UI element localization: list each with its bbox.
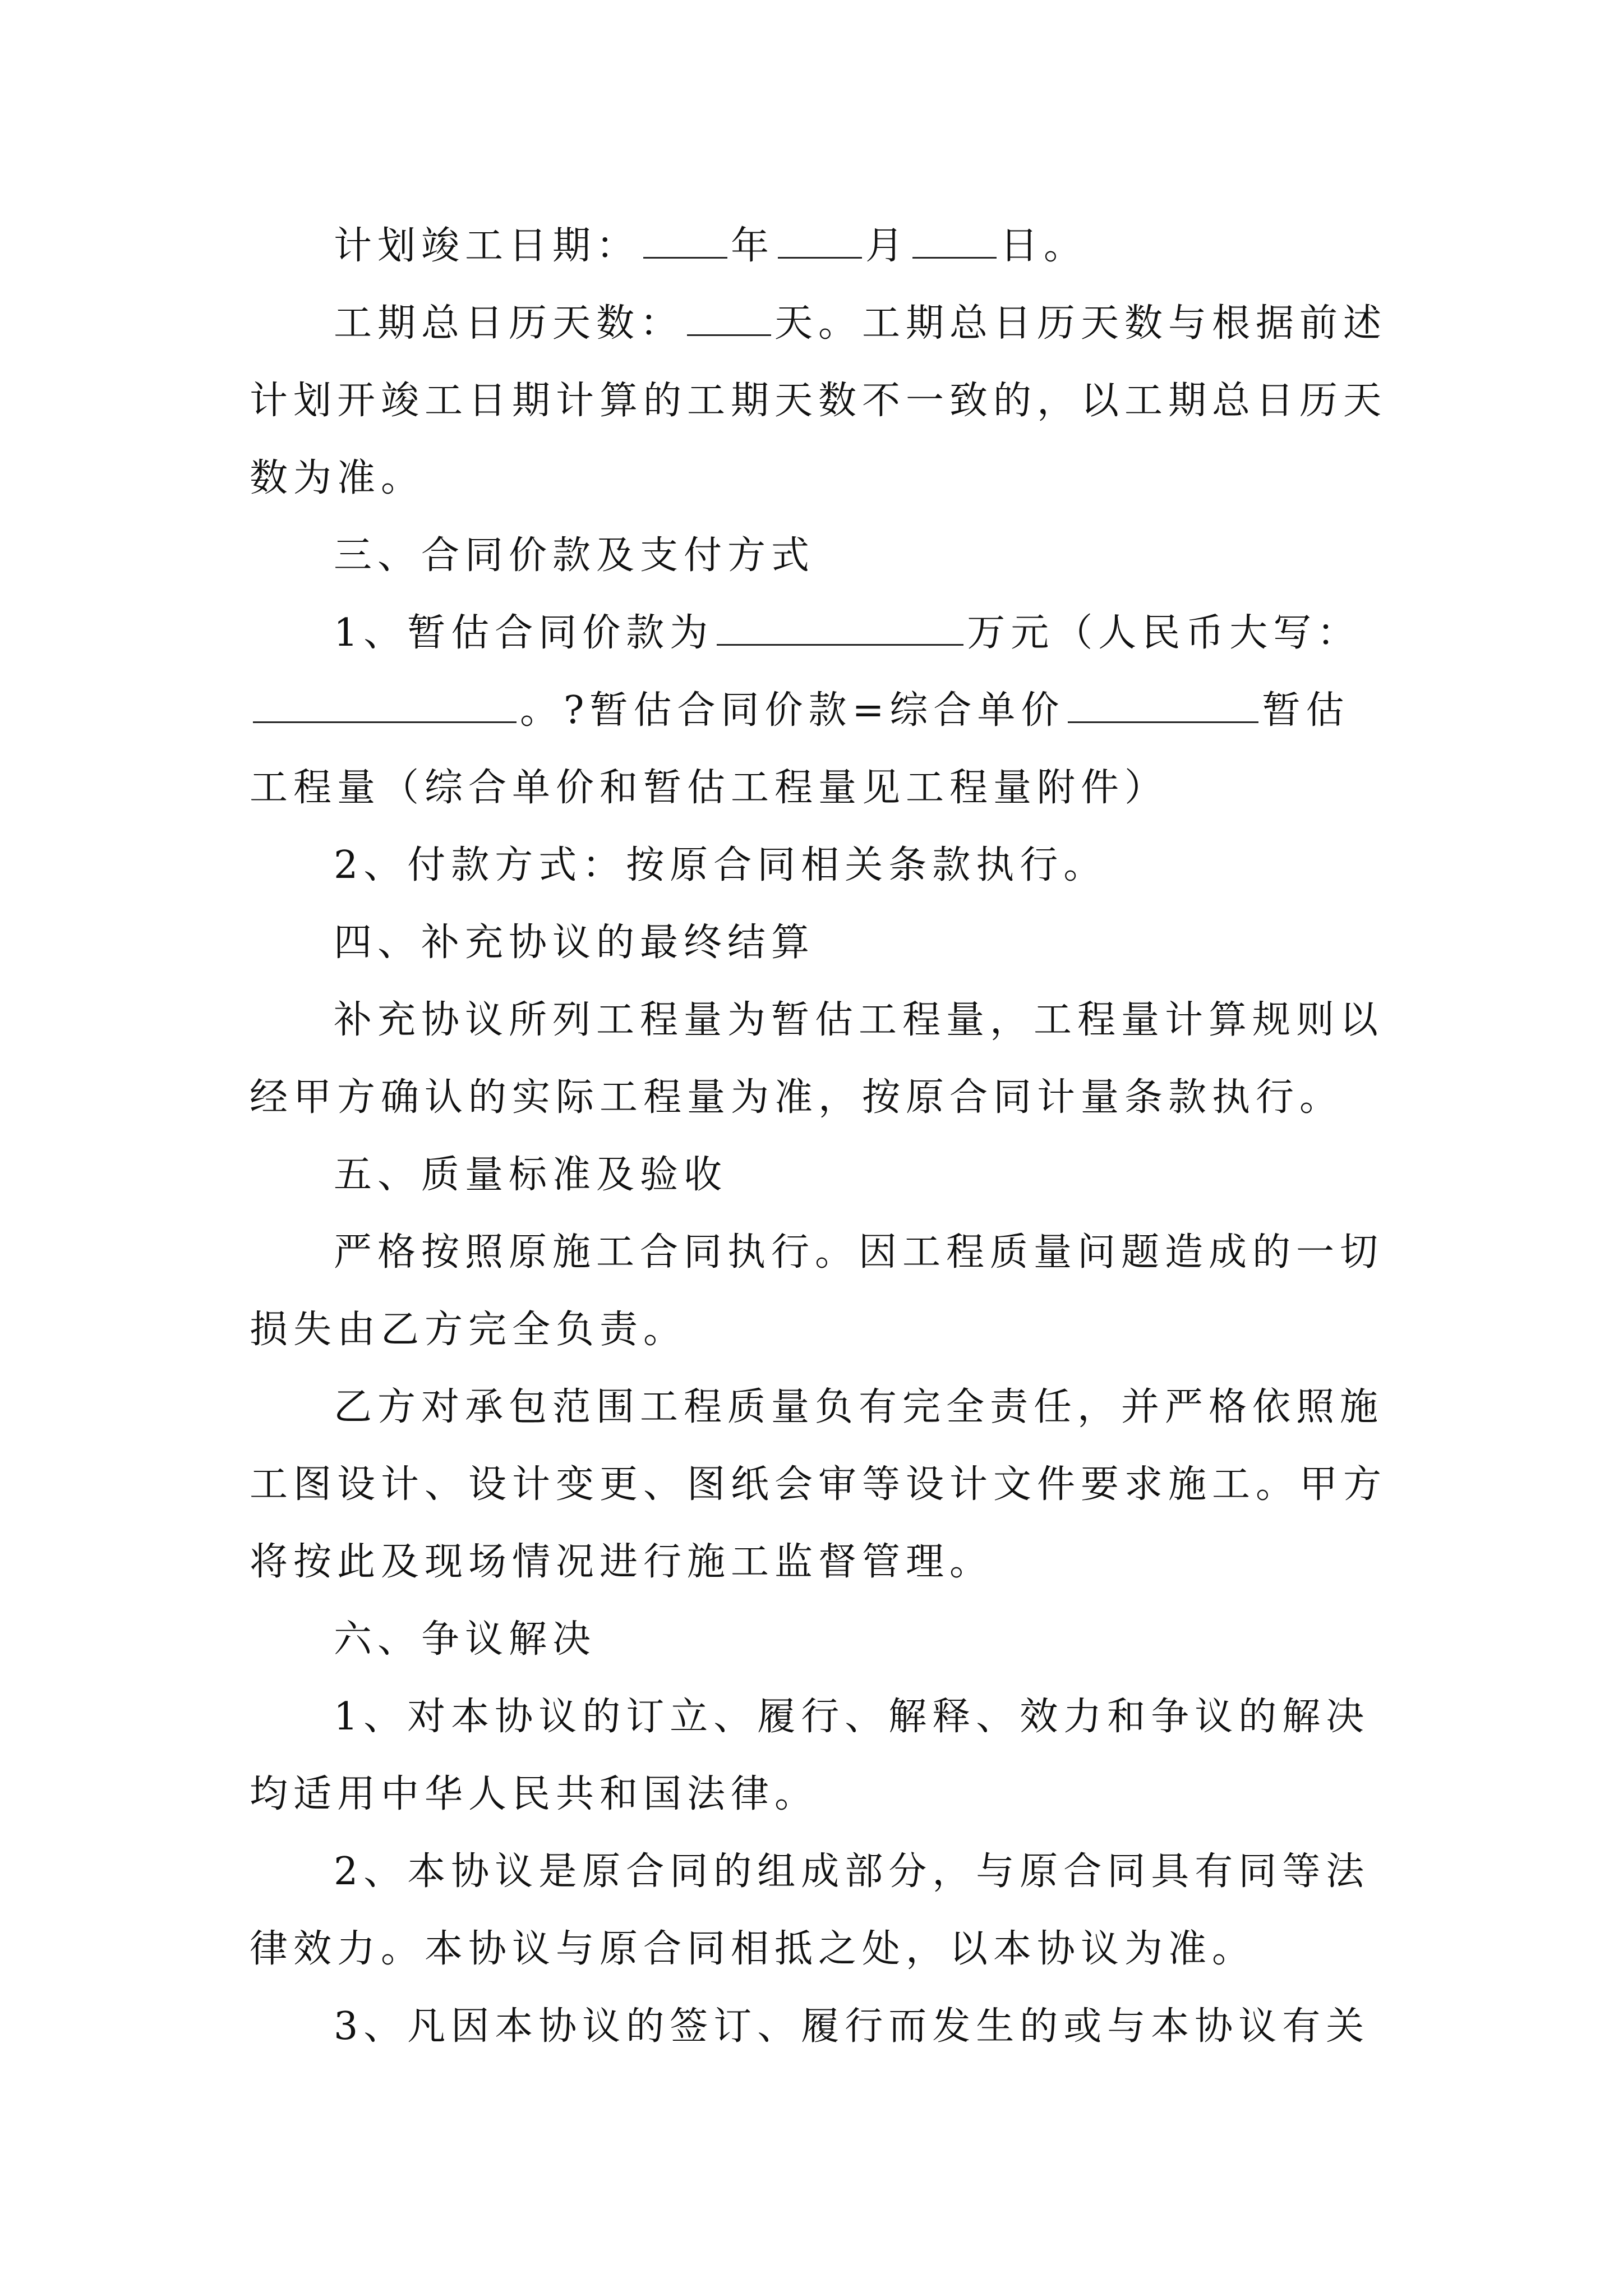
total-calendar-days: [250, 285, 1391, 517]
price-formula-tail: 暂估工程量（综合单价和暂估工程量见工程量附件）: [250, 688, 1350, 810]
total-days-text: 天。工期总日历天数与根据前述计划开竣工日期计算的工期天数不一致的，以工期总日历天数为准。: [250, 301, 1387, 500]
month-label: 月: [865, 224, 910, 268]
price-blank: [717, 609, 963, 646]
total-days-label: 工期总日历天数：: [334, 301, 684, 346]
day-blank: [912, 222, 997, 259]
planned-completion-date: [250, 208, 1391, 285]
section-heading-4: 四、补充协议的最终结算: [334, 921, 815, 965]
dispute-clause-2: 2、本协议是原合同的组成部分，与原合同具有同等法律效力。本协议与原合同相抵之处，以本协议为准。: [250, 1849, 1370, 1971]
dispute-clause-1: 1、对本协议的订立、履行、解释、效力和争议的解决均适用中华人民共和国法律。: [250, 1695, 1370, 1816]
section-heading-3: 三、合同价款及支付方式: [334, 533, 815, 578]
year-label: 年: [731, 224, 775, 268]
section-heading-5: 五、质量标准及验收: [334, 1153, 728, 1197]
price-formula-text: 。?暂估合同价款=综合单价: [520, 688, 1065, 733]
year-blank: [643, 222, 727, 259]
quality-clause-1: 严格按照原施工合同执行。因工程质量问题造成的一切损失由乙方完全负责。: [250, 1230, 1384, 1352]
price-unit-text: 万元（人民币大写：: [967, 611, 1361, 655]
dispute-clause-3: 3、凡因本协议的签订、履行而发生的或与本协议有关: [334, 2004, 1370, 2049]
quality-clause-2: 乙方对承包范围工程质量负有完全责任，并严格依照施工图设计、设计变更、图纸会审等设计文件要求施工。甲方将按此及现场情况进行施工监督管理。: [250, 1385, 1387, 1584]
planned-completion-label: 计划竣工日期：: [334, 224, 640, 268]
days-blank: [687, 300, 771, 336]
day-label: 日。: [1000, 224, 1088, 268]
section-heading-6: 六、争议解决: [334, 1617, 597, 1662]
settlement-clause: 补充协议所列工程量为暂估工程量，工程量计算规则以经甲方确认的实际工程量为准，按原合同计量条款执行。: [250, 998, 1384, 1120]
payment-method-clause: 2、付款方式：按原合同相关条款执行。: [334, 843, 1108, 887]
estimated-price-label: 1、暂估合同价款为: [334, 611, 714, 655]
unit-price-blank: [1068, 687, 1258, 723]
month-blank: [778, 222, 862, 259]
estimated-price-clause: [250, 595, 1391, 827]
document-body: [250, 208, 1391, 2065]
price-uppercase-blank: [253, 687, 517, 723]
